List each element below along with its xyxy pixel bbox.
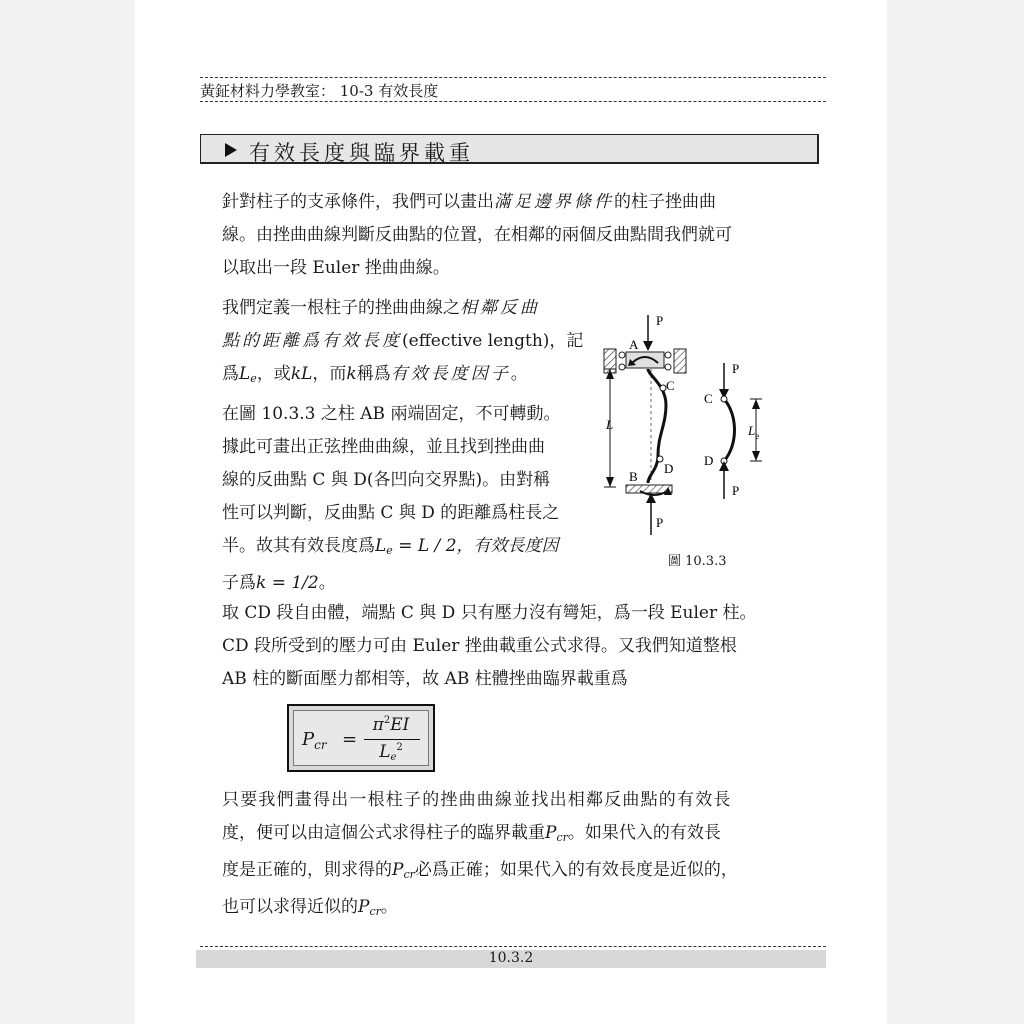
formula-numerator: $\pi^2EI$ xyxy=(372,715,410,735)
label-B: B xyxy=(629,469,638,484)
label-P-bottom: P xyxy=(656,515,664,530)
paragraph-3-line-5: 半。故其有效長度爲$L_e = L / 2$，有效長度因 xyxy=(222,536,559,557)
paragraph-5 xyxy=(222,784,738,928)
label-D: D xyxy=(664,461,674,476)
paragraph-1-line-3: 以取出一段 Euler 挫曲曲線。 xyxy=(222,258,450,278)
label-Le: $L_e$ xyxy=(748,423,760,441)
label-L: L xyxy=(606,417,614,432)
formula-fraction-bar xyxy=(364,739,420,740)
header-bottom-rule xyxy=(200,101,826,102)
paragraph-4-line-2: CD 段所受到的壓力可由 Euler 挫曲載重公式求得。又我們知道整根 xyxy=(222,636,737,656)
paragraph-4-line-3: AB 柱的斷面壓力都相等，故 AB 柱體挫曲臨界載重爲 xyxy=(222,669,628,689)
critical-load-formula-box xyxy=(287,704,435,772)
formula-denominator: Le$^2$ xyxy=(379,742,403,763)
paragraph-5-line-3: 度是正確的，則求得的$P_{cr}$必爲正確；如果代入的有效長度是近似的， xyxy=(222,860,738,881)
section-heading-bar xyxy=(200,134,819,164)
top-fixed-support xyxy=(604,349,686,373)
footer-rule xyxy=(200,946,826,947)
paragraph-2-line-2: 點的距離爲有效長度(effective length)，記 xyxy=(222,331,584,351)
cd-segment-curve xyxy=(724,399,735,461)
paragraph-3-line-3: 線的反曲點 C 與 D(各凹向交界點)。由對稱 xyxy=(222,470,551,490)
triangle-bullet-icon xyxy=(225,143,237,157)
section-title: 有效長度與臨界載重 xyxy=(249,141,474,165)
paragraph-4-line-1: 取 CD 段自由體，端點 C 與 D 只有壓力沒有彎矩，爲一段 Euler 柱。 xyxy=(222,603,757,623)
paragraph-4 xyxy=(222,597,757,696)
paragraph-3-line-4: 性可以判斷，反曲點 C 與 D 的距離爲柱長之 xyxy=(222,503,560,523)
bottom-fixed-support xyxy=(626,485,672,495)
paragraph-5-line-1: 只要我們畫得出一根柱子的挫曲曲線並找出相鄰反曲點的有效長 xyxy=(222,790,732,810)
label-right-D: D xyxy=(704,453,714,468)
page-number: 10.3.2 xyxy=(488,950,534,966)
paragraph-1 xyxy=(222,186,732,285)
top-load-arrowhead xyxy=(643,341,653,351)
running-header: 黃鉦材料力學教室： 10-3 有效長度 xyxy=(200,82,439,100)
paragraph-3-line-2: 據此可畫出正弦挫曲曲線，並且找到挫曲曲 xyxy=(222,437,545,457)
label-P-top: P xyxy=(656,313,664,328)
paragraph-2 xyxy=(222,292,583,395)
footer-band xyxy=(196,950,826,968)
paragraph-5-line-2: 度，便可以由這個公式求得柱子的臨界載重$P_{cr}$。如果代入的有效長 xyxy=(222,823,721,844)
formula-inner-panel xyxy=(293,710,429,766)
paragraph-2-line-1: 我們定義一根柱子的挫曲曲線之相鄰反曲 xyxy=(222,298,540,318)
paragraph-3 xyxy=(222,398,560,600)
figure-buckled-column xyxy=(596,305,796,545)
label-C: C xyxy=(666,378,675,393)
paragraph-2-line-3: 爲$L_e$，或kL，而k稱爲有效長度因子。 xyxy=(222,364,528,385)
label-right-C: C xyxy=(704,391,713,406)
paragraph-3-line-6: 子爲k = 1/2。 xyxy=(222,573,336,593)
label-right-P-bottom: P xyxy=(732,483,740,498)
inflection-point-D xyxy=(657,456,663,462)
formula-equals: = xyxy=(342,729,358,750)
paragraph-5-line-4: 也可以求得近似的$P_{cr}$。 xyxy=(222,897,398,918)
label-A: A xyxy=(629,337,639,352)
paragraph-1-line-1: 針對柱子的支承條件，我們可以畫出滿足邊界條件的柱子挫曲曲 xyxy=(222,192,716,212)
paragraph-1-line-2: 線。由挫曲曲線判斷反曲點的位置，在相鄰的兩個反曲點間我們就可 xyxy=(222,225,732,245)
paragraph-3-line-1: 在圖 10.3.3 之柱 AB 兩端固定，不可轉動。 xyxy=(222,404,561,424)
formula-lhs: $P_{cr}$ xyxy=(302,729,327,752)
figure-caption: 圖 10.3.3 xyxy=(668,554,727,569)
header-top-rule xyxy=(200,77,826,78)
label-right-P-top: P xyxy=(732,361,740,376)
